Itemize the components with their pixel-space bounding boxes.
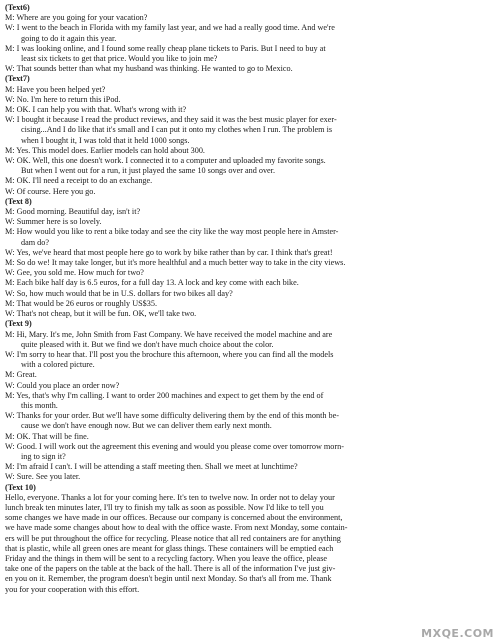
dialogue-line: W: Gee, you sold me. How much for two? — [5, 268, 144, 278]
dialogue-line: M: Where are you going for your vacation? — [5, 13, 148, 23]
dialogue-line: M: That would be 26 euros or roughly US$35. — [5, 298, 157, 308]
watermark: MXQE.COM — [421, 627, 494, 640]
dialogue-continuation: ing to sign it? — [21, 451, 66, 461]
dialogue-line: W: No. I'm here to return this iPod. — [5, 94, 121, 104]
dialogue-line: M: OK. I can help you with that. What's wrong with it? — [5, 105, 187, 115]
dialogue-line: W: I bought it because I read the product reviews, and they said it was the best music player for exer- — [5, 115, 337, 125]
dialogue-line: W: Could you place an order now? — [5, 380, 120, 390]
dialogue-line: M: I'm afraid I can't. I will be attending a staff meeting then. Shall we meet at lunchtime? — [5, 462, 298, 472]
dialogue-line: M: Yes, that's why I'm calling. I want to order 200 machines and expect to get them by the end of — [5, 390, 324, 400]
text-line: some changes we have made in our offices. Because our company is concerned about the environment, — [5, 513, 343, 523]
section-heading: (Text 8) — [5, 196, 32, 206]
dialogue-line: W: Good. I will work out the agreement this evening and would you please come over tomorrow morn- — [5, 441, 344, 451]
dialogue-line: M: How would you like to rent a bike today and see the city like the way most people here in Amster- — [5, 227, 339, 237]
text-line: Friday and the things in them will be sent to a recycling factory. When you leave the office, please — [5, 553, 328, 563]
dialogue-line: W: Yes, we've heard that most people here go to work by bike rather than by car. I think that's great! — [5, 247, 333, 257]
section-heading: (Text7) — [5, 74, 30, 84]
transcript-body — [5, 3, 492, 595]
text-line: en you on it. Remember, the program doesn't begin until next Monday. So that's all from me. Thank — [5, 574, 332, 584]
dialogue-continuation: cising...And I do like that it's small and I can put it onto my clothes when I run. The problem is — [21, 125, 333, 135]
dialogue-line: W: Sure. See you later. — [5, 472, 81, 482]
dialogue-line: W: Thanks for your order. But we'll have some difficulty delivering them by the end of this month be- — [5, 411, 339, 421]
section-heading: (Text 10) — [5, 482, 36, 492]
dialogue-continuation: when I bought it, I was told that it held 1000 songs. — [21, 135, 190, 145]
dialogue-continuation: with a colored picture. — [21, 360, 95, 370]
dialogue-line: M: So do we! It may take longer, but it's more healthful and a much better way to take in the city views. — [5, 258, 346, 268]
text-line: ers will be put throughout the office for recycling. Please notice that all red containers are for anything — [5, 533, 341, 543]
dialogue-continuation: But when I went out for a run, it just played the same 10 songs over and over. — [21, 166, 275, 176]
section-heading: (Text 9) — [5, 319, 32, 329]
dialogue-line: W: So, how much would that be in U.S. dollars for two bikes all day? — [5, 288, 233, 298]
dialogue-line: M: Each bike half day is 6.5 euros, for a full day 13. A lock and key come with each bike. — [5, 278, 299, 288]
dialogue-line: W: I'm sorry to hear that. I'll post you the brochure this afternoon, where you can find all the models — [5, 349, 334, 359]
dialogue-continuation: cause we don't have enough now. But we can deliver them early next month. — [21, 421, 272, 431]
dialogue-line: M: OK. That will be fine. — [5, 431, 89, 441]
dialogue-line: W: Of course. Here you go. — [5, 186, 96, 196]
dialogue-line: M: Great. — [5, 370, 37, 380]
dialogue-line: W: I went to the beach in Florida with my family last year, and we had a really good time. And we're — [5, 23, 335, 33]
dialogue-continuation: dam do? — [21, 237, 49, 247]
text-line: you for your cooperation with this effort. — [5, 584, 140, 594]
text-line: Hello, everyone. Thanks a lot for your coming here. It's ten to twelve now. In order not to delay your — [5, 492, 335, 502]
dialogue-line: M: Hi, Mary. It's me, John Smith from Fast Company. We have received the model machine and are — [5, 329, 333, 339]
dialogue-line: M: Yes. This model does. Earlier models can hold about 300. — [5, 145, 205, 155]
text-line: lunch break ten minutes later, I'll try to finish my talk as soon as possible. Now I'd like to tell you — [5, 502, 324, 512]
dialogue-line: W: That's not cheap, but it will be fun. OK, we'll take two. — [5, 309, 197, 319]
dialogue-line: W: OK. Well, this one doesn't work. I connected it to a computer and uploaded my favorite songs. — [5, 156, 326, 166]
dialogue-line: M: Have you been helped yet? — [5, 84, 106, 94]
section-heading: (Text6) — [5, 3, 30, 12]
text-line: take one of the papers on the table at the back of the hall. There is all of the information I've just giv- — [5, 564, 336, 574]
dialogue-continuation: going to do it again this year. — [21, 33, 117, 43]
dialogue-line: M: OK. I'll need a receipt to do an exchange. — [5, 176, 153, 186]
text-line: we have made some changes about how to deal with the office waste. From next Monday, some contain- — [5, 523, 348, 533]
dialogue-line: W: That sounds better than what my husband was thinking. He wanted to go to Mexico. — [5, 64, 293, 74]
dialogue-line: M: I was looking online, and I found some really cheap plane tickets to Paris. But I need to buy at — [5, 43, 326, 53]
dialogue-continuation: least six tickets to get that price. Would you like to join me? — [21, 54, 218, 64]
dialogue-line: W: Summer here is so lovely. — [5, 217, 102, 227]
dialogue-line: M: Good morning. Beautiful day, isn't it? — [5, 207, 141, 217]
dialogue-continuation: this month. — [21, 400, 58, 410]
dialogue-continuation: quite pleased with it. But we find we don't have much choice about the color. — [21, 339, 274, 349]
text-line: that is plastic, while all green ones are meant for glass things. These containers will be emptied each — [5, 543, 334, 553]
